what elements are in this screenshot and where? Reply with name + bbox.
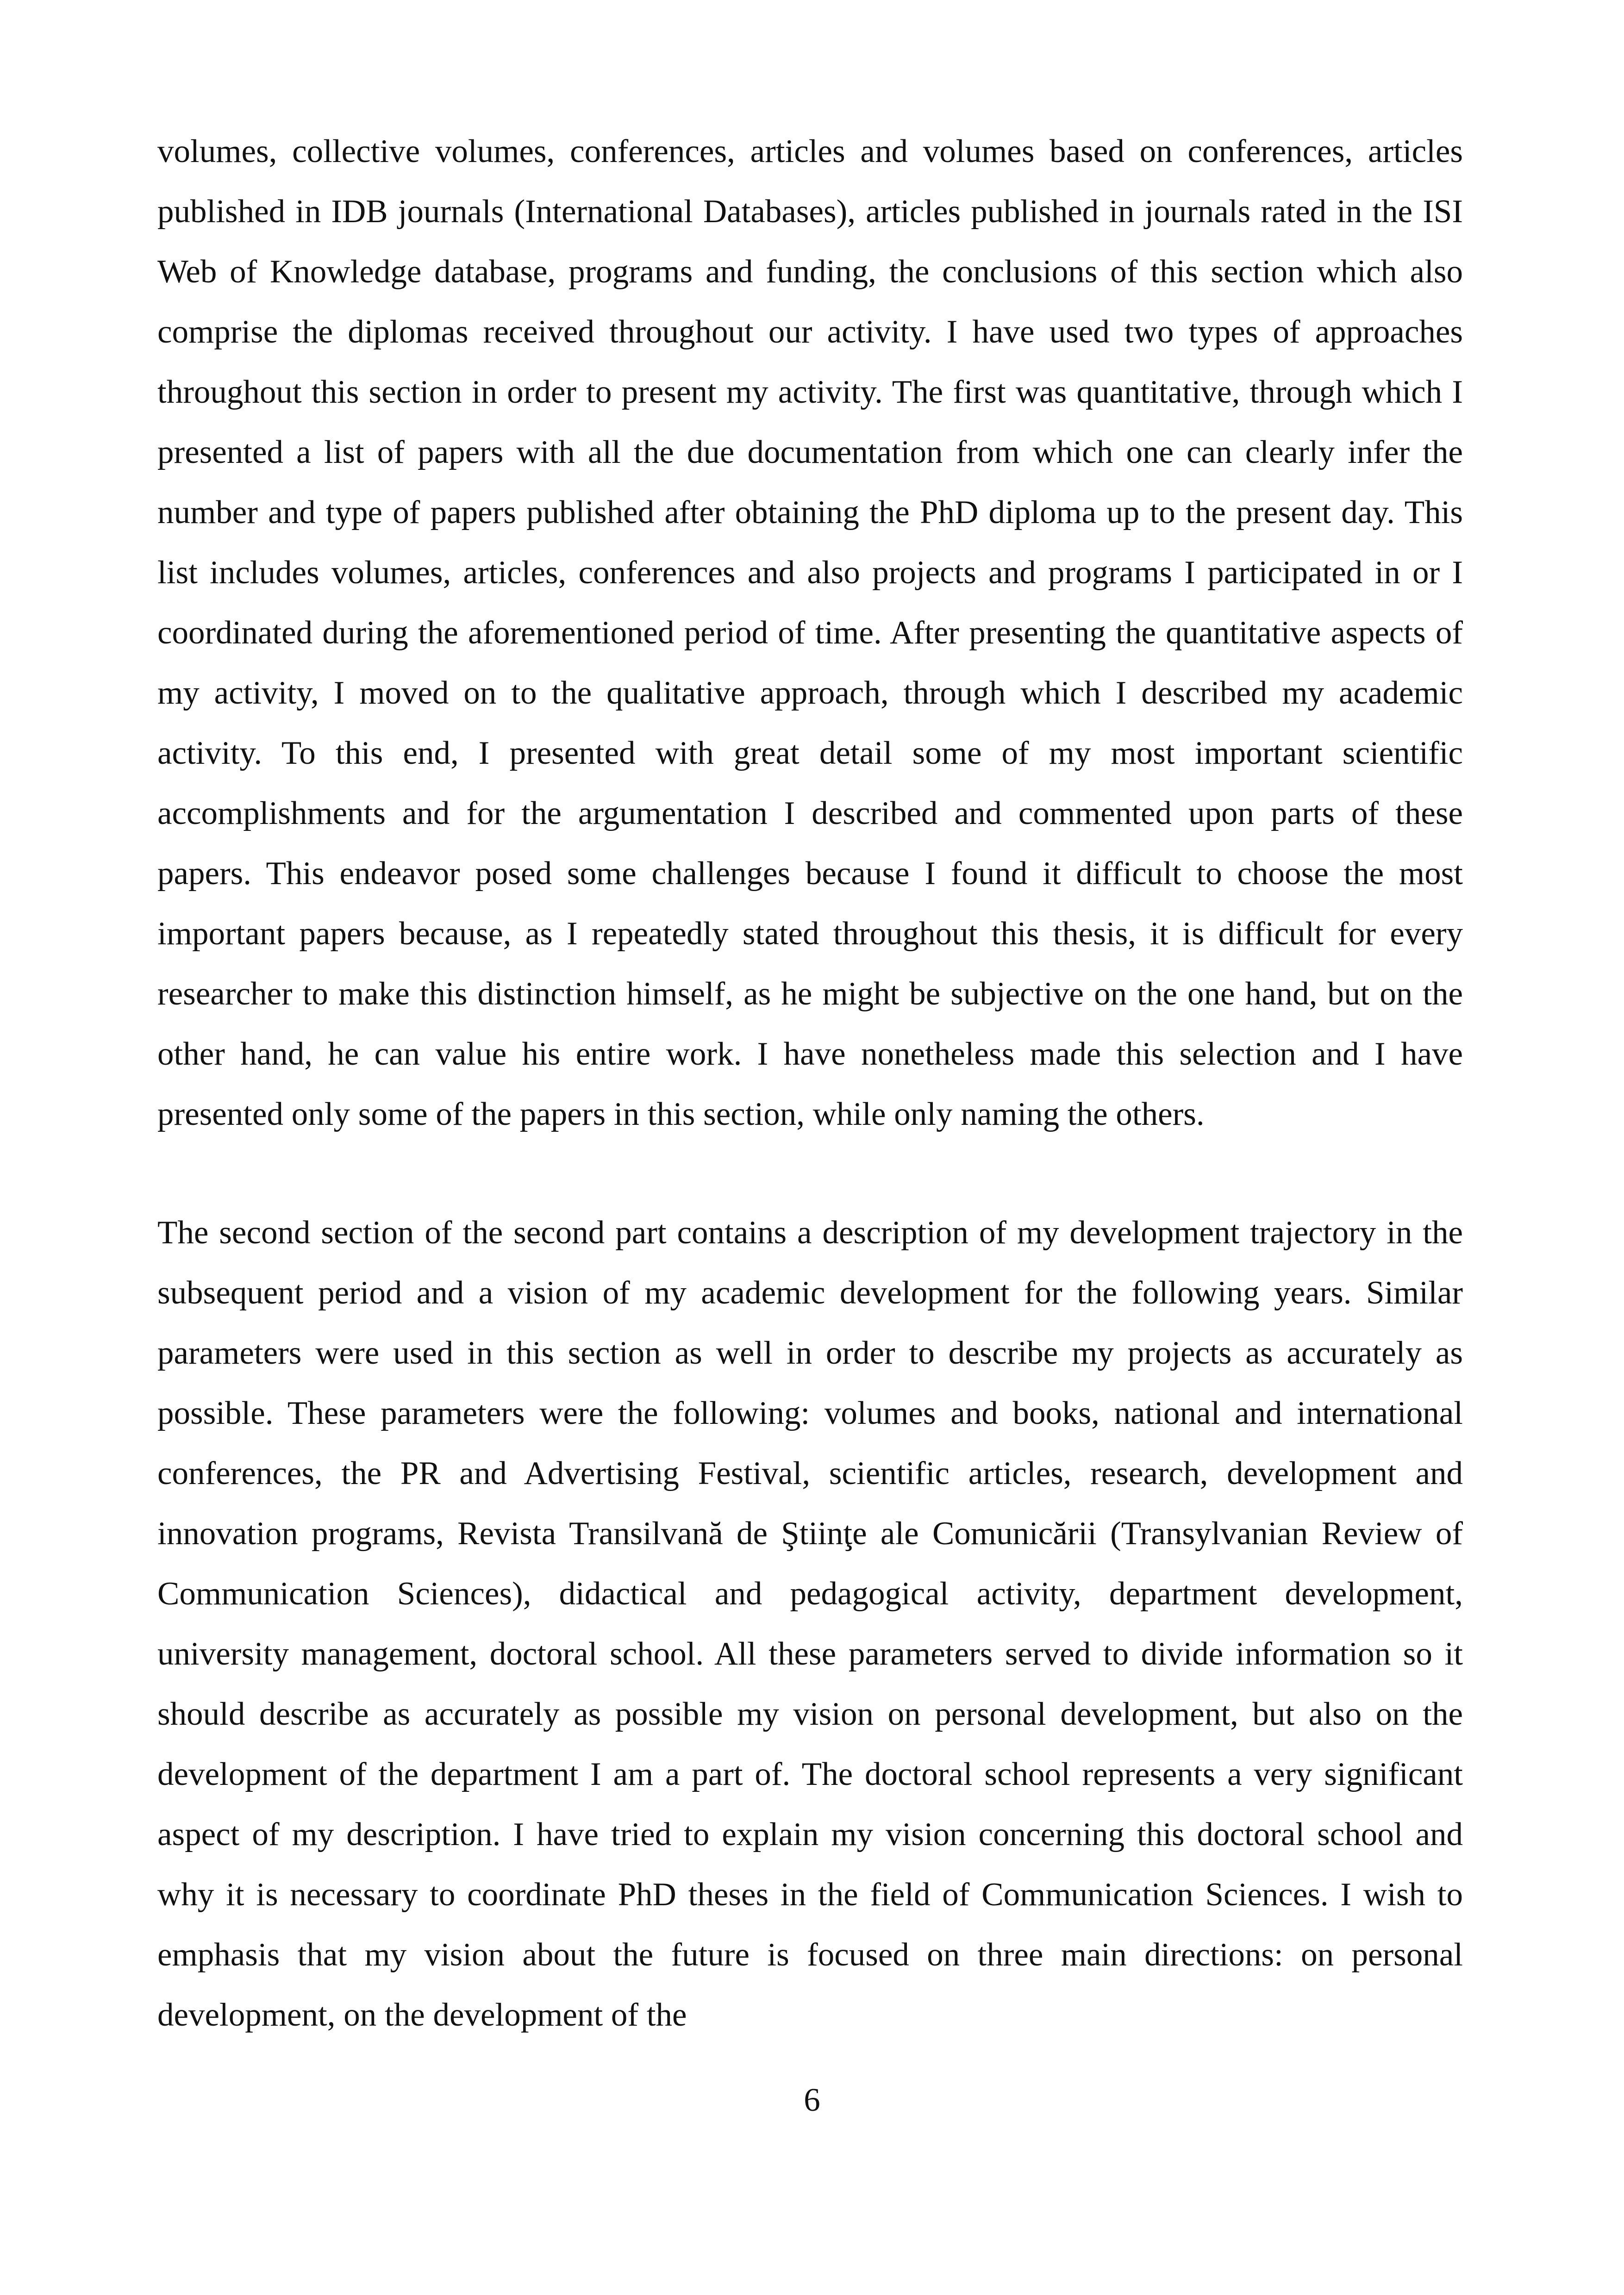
page-number: 6 <box>804 2082 820 2118</box>
body-paragraph-1: volumes, collective volumes, conferences, articles and volumes based on conferences, articles published in IDB journals (International Databases), articles published in journals rated in the ISI Web of Knowledge database, programs and funding, the conclusions of this section which also comprise the diplomas received throughout our activity. I have used two types of approaches throughout this section in order to present my activity. The first was quantitative, through which I presented a list of papers with all the due documentation from which one can clearly infer the number and type of papers published after obtaining the PhD diploma up to the present day. This list includes volumes, articles, conferences and also projects and programs I participated in or I coordinated during the aforementioned period of time. After presenting the quantitative aspects of my activity, I moved on to the qualitative approach, through which I described my academic activity. To this end, I presented with great detail some of my most important scientific accomplishments and for the argumentation I described and commented upon parts of these papers. This endeavor posed some challenges because I found it difficult to choose the most important papers because, as I repeatedly stated throughout this thesis, it is difficult for every researcher to make this distinction himself, as he might be subjective on the one hand, but on the other hand, he can value his entire work. I have nonetheless made this selection and I have presented only some of the papers in this section, while only naming the others. <box>157 133 1463 1132</box>
body-paragraph-2: The second section of the second part contains a description of my development trajectory in the subsequent period and a vision of my academic development for the following years. Similar parameters were used in this section as well in order to describe my projects as accurately as possible. These parameters were the following: volumes and books, national and international conferences, the PR and Advertising Festival, scientific articles, research, development and innovation programs, Revista Transilvană de Ştiinţe ale Comunicării (Transylvanian Review of Communication Sciences), didactical and pedagogical activity, department development, university management, doctoral school. All these parameters served to divide information so it should describe as accurately as possible my vision on personal development, but also on the development of the department I am a part of. The doctoral school represents a very significant aspect of my description. I have tried to explain my vision concerning this doctoral school and why it is necessary to coordinate PhD theses in the field of Communication Sciences. I wish to emphasis that my vision about the future is focused on three main directions: on personal development, on the development of the <box>157 1215 1463 2033</box>
